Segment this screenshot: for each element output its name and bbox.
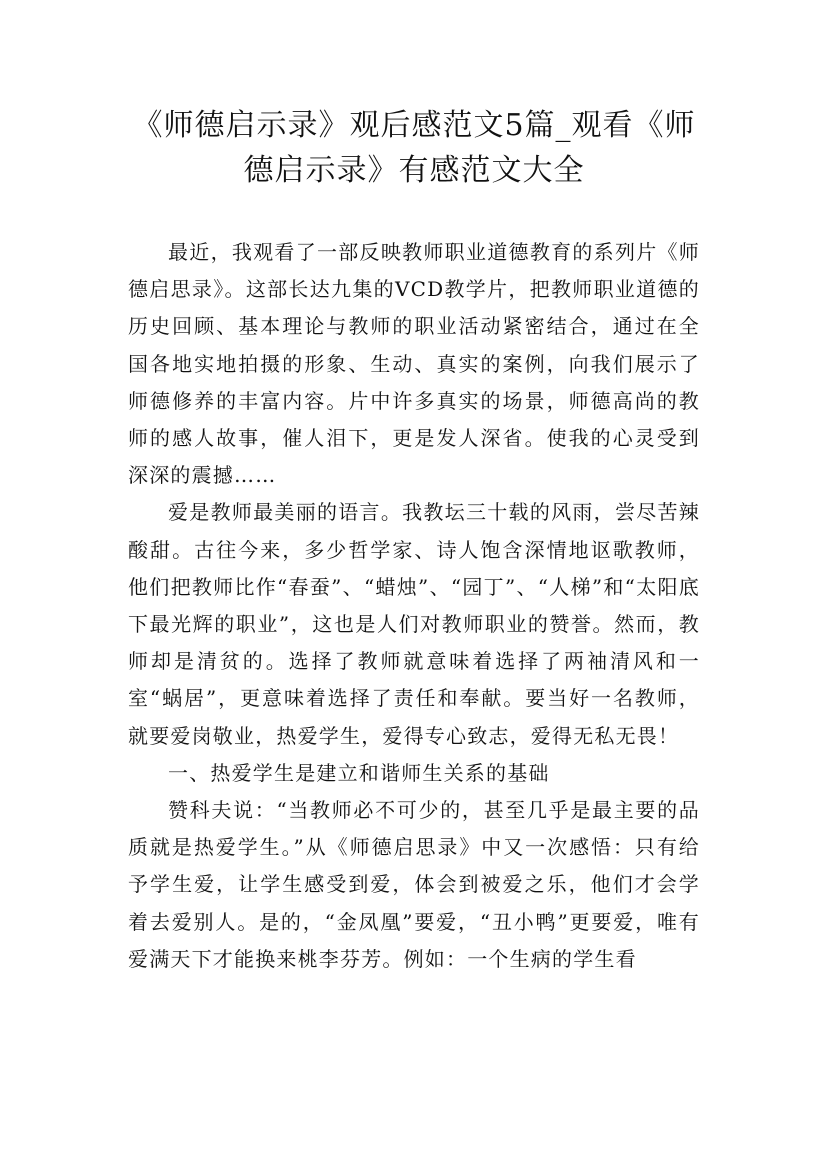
paragraph-zankov: 赞科夫说：“当教师必不可少的，甚至几乎是最主要的品质就是热爱学生。”从《师德启思录》中又一次感悟：只有给予学生爱，让学生感受到爱，体会到被爱之乐，他们才会学着去爱别人。是的，“金凤凰”要爱，“丑小鸭”更要爱，唯有爱满天下才能换来桃李芬芳。例如：一个生病的学生看 bbox=[128, 798, 700, 971]
section-heading-1: 一、热爱学生是建立和谐师生关系的基础 bbox=[168, 760, 550, 785]
paragraph-love: 爱是教师最美丽的语言。我教坛三十载的风雨，尝尽苦辣酸甜。古往今来，多少哲学家、诗人饱含深情地讴歌教师，他们把教师比作“春蚕”、“蜡烛”、“园丁”、“人梯”和“太阳底下最光辉的职业”，这也是人们对教师职业的赞誉。然而，教师却是清贫的。选择了教师就意味着选择了两袖清风和一室“蜗居”，更意味着选择了责任和奉献。要当好一名教师，就要爱岗敬业，热爱学生，爱得专心致志，爱得无私无畏！ bbox=[128, 500, 700, 748]
paragraph-intro: 最近，我观看了一部反映教师职业道德教育的系列片《师德启思录》。这部长达九集的VCD教学片，把教师职业道德的历史回顾、基本理论与教师的职业活动紧密结合，通过在全国各地实地拍摄的形象、生动、真实的案例，向我们展示了师德修养的丰富内容。片中许多真实的场景，师德高尚的教师的感人故事，催人泪下，更是发人深省。使我的心灵受到深深的震撼…… bbox=[128, 240, 700, 488]
document-body bbox=[128, 234, 700, 978]
document-title: 《师德启示录》观后感范文5篇_观看《师德启示录》有感范文大全 bbox=[132, 108, 696, 188]
